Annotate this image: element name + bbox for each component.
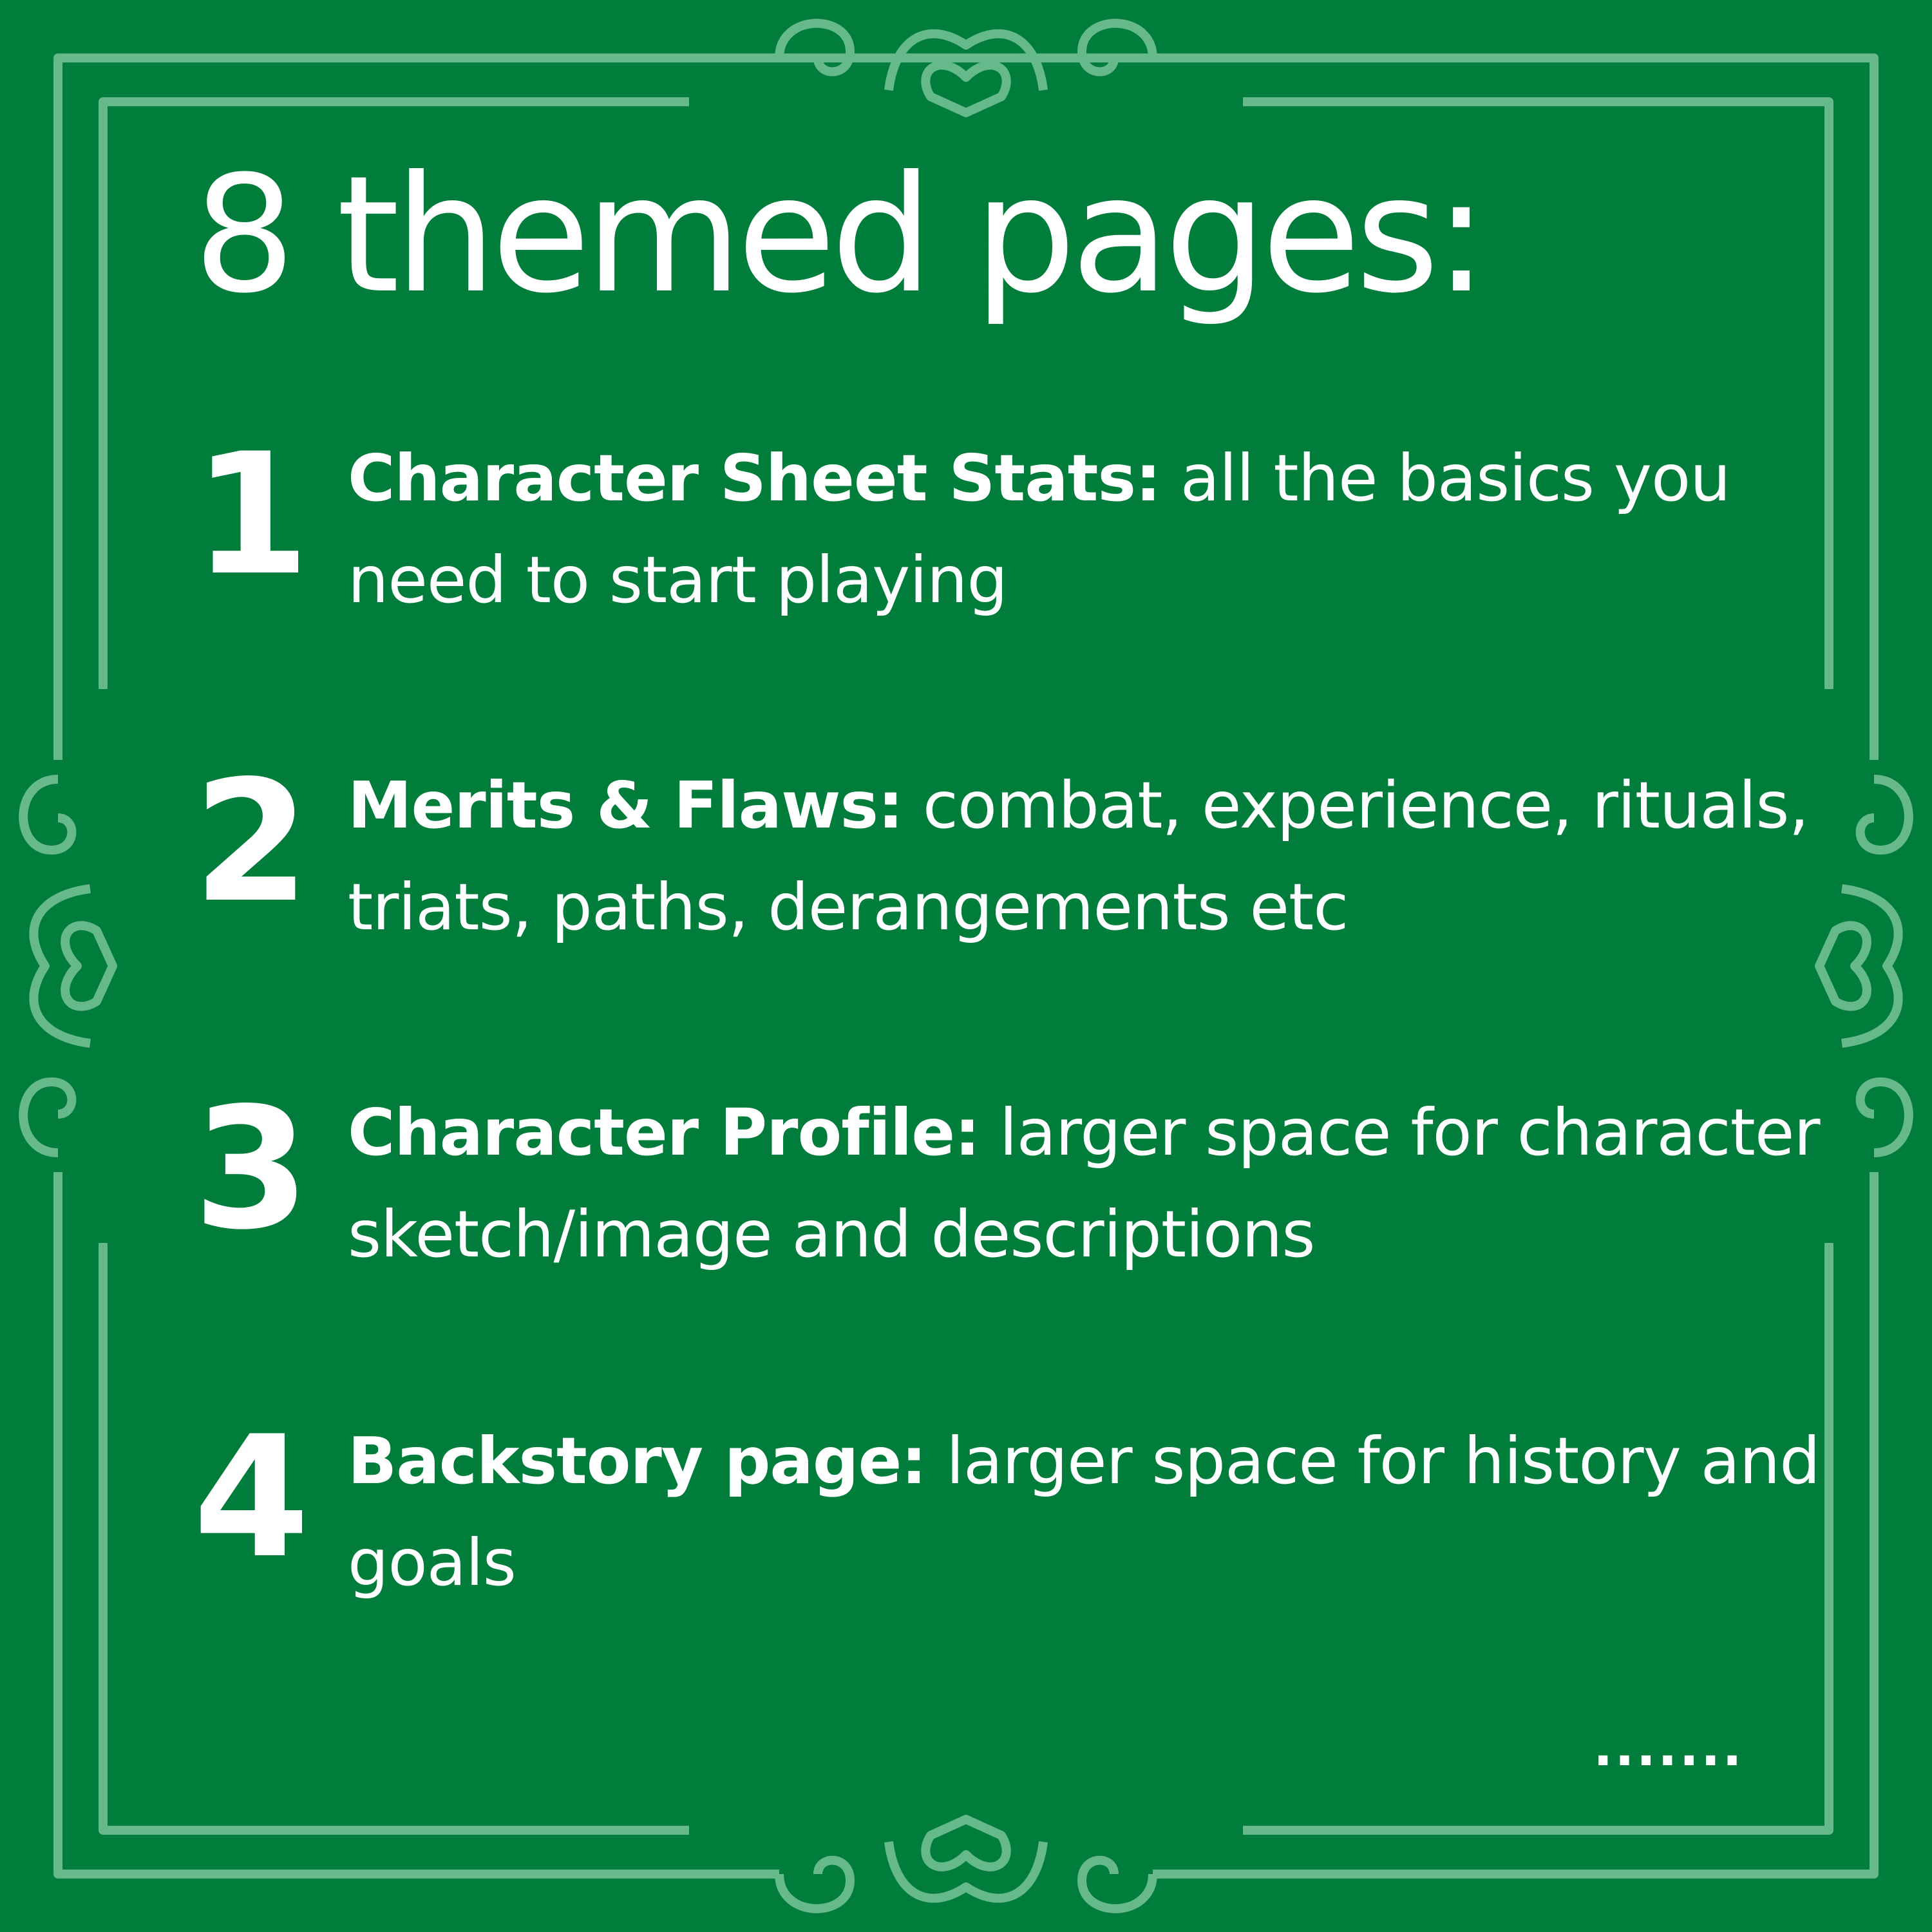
item-number: 4 [193, 1401, 307, 1595]
continuation-dots: ....... [1593, 1718, 1744, 1777]
list-item [193, 1072, 1820, 1273]
item-description [348, 1410, 1868, 1614]
item-body: larger space for character sketch/image and descriptions [348, 1095, 1820, 1272]
list-item [193, 745, 1809, 945]
item-number: 3 [193, 1072, 307, 1267]
item-body: combat, experience, rituals, triats, paths, derangements etc [348, 768, 1809, 945]
left-ornament-icon [23, 779, 113, 1153]
page-title: 8 themed pages: [193, 141, 1484, 328]
item-description [348, 755, 1868, 958]
top-ornament-icon [779, 23, 1153, 113]
list-item [193, 1401, 1820, 1601]
list-item [193, 418, 1739, 618]
bottom-ornament-icon [779, 1819, 1153, 1909]
item-heading: Character Profile: [348, 1095, 980, 1170]
item-number: 2 [193, 745, 307, 940]
item-description [348, 1082, 1868, 1285]
item-body: all the basics you need to start playing [348, 440, 1730, 618]
item-description [348, 428, 1868, 631]
item-number: 1 [193, 418, 307, 612]
item-heading: Backstory page: [348, 1423, 927, 1499]
item-body: larger space for history and goals [348, 1423, 1820, 1600]
item-heading: Merits & Flaws: [348, 768, 904, 843]
item-heading: Character Sheet Stats: [348, 440, 1160, 516]
